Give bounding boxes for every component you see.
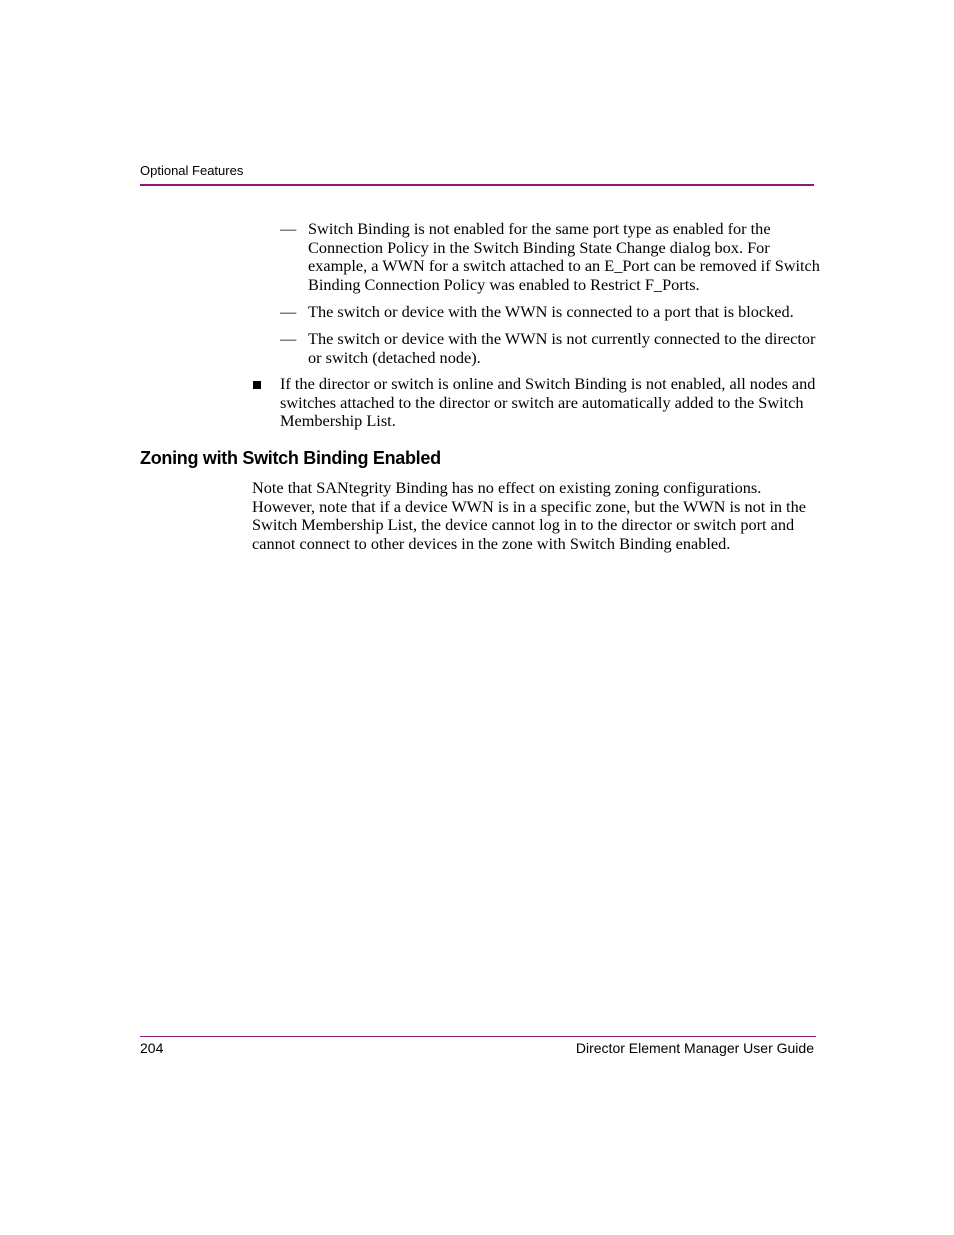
em-dash-marker: — — [280, 329, 297, 348]
square-bullet-icon — [253, 381, 261, 389]
dash-item-text: The switch or device with the WWN is connected to a port that is blocked. — [308, 302, 794, 321]
dash-item-text: Switch Binding is not enabled for the same port type as enabled for the Connection Policy in the Switch Binding State Change dialog box. For example, a WWN for a switch attached to an E_Port can be removed if Switch Binding Connection Policy was enabled to Restrict F_Ports. — [308, 219, 820, 294]
running-header-title: Optional Features — [140, 163, 244, 178]
em-dash-marker: — — [280, 219, 297, 238]
footer-document-title: Director Element Manager User Guide — [575, 1040, 814, 1056]
em-dash-marker: — — [280, 302, 297, 321]
section-heading: Zoning with Switch Binding Enabled — [140, 448, 441, 468]
section-paragraph: Note that SANtegrity Binding has no effect on existing zoning configurations. However, note that if a device WWN is in a specific zone, but the WWN is not in the Switch Membership List, the device cannot log in to the director or switch port and cannot connect to other devices in the zone with Switch Binding enabled. — [252, 478, 806, 553]
footer-rule — [140, 1036, 816, 1037]
header-rule — [140, 184, 814, 186]
bullet-item-text: If the director or switch is online and Switch Binding is not enabled, all nodes and switches attached to the director or switch are automatically added to the Switch Membership List. — [280, 374, 816, 431]
dash-item-text: The switch or device with the WWN is not currently connected to the director or switch (detached node). — [308, 329, 816, 367]
page-number: 204 — [140, 1040, 164, 1056]
